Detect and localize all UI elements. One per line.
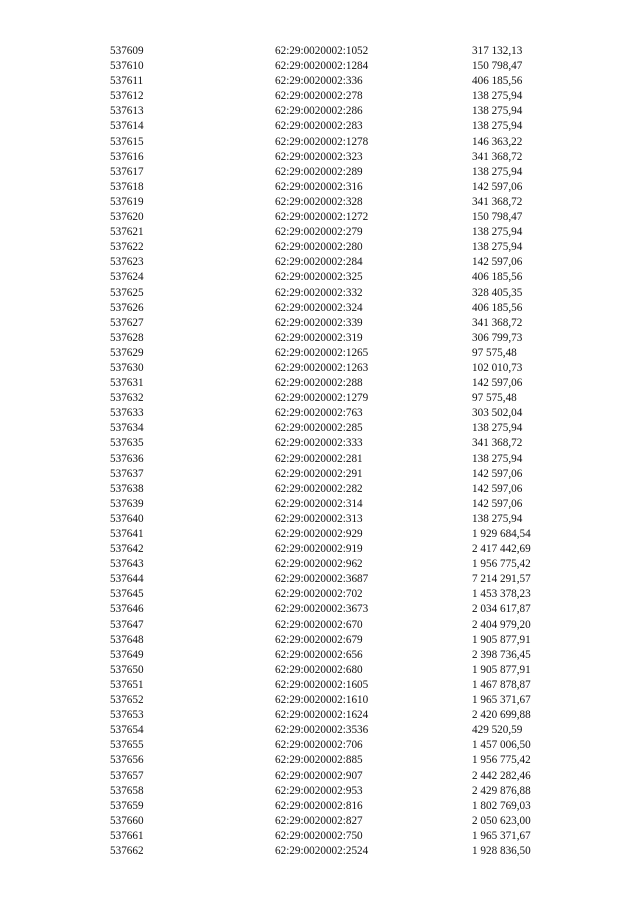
cadastral-value: 142 597,06	[472, 256, 523, 269]
cadastral-value: 138 275,94	[472, 512, 523, 525]
cadastral-value: 1 965 371,67	[472, 694, 531, 707]
table-row	[0, 165, 640, 180]
table-row	[0, 119, 640, 134]
cadastral-value: 2 034 617,87	[472, 603, 531, 616]
cadastral-number: 62:29:0020002:929	[275, 528, 363, 540]
record-number: 537650	[110, 663, 144, 676]
cadastral-number: 62:29:0020002:3536	[275, 724, 369, 737]
record-number: 537629	[110, 346, 144, 359]
record-number: 537630	[110, 361, 144, 374]
record-number: 537640	[110, 512, 144, 525]
cadastral-value: 1 965 371,67	[472, 829, 531, 842]
cadastral-value: 2 442 282,46	[472, 769, 531, 782]
record-number: 537660	[110, 814, 144, 827]
record-number: 537627	[110, 316, 144, 329]
cadastral-number: 62:29:0020002:827	[275, 814, 363, 827]
cadastral-value: 142 597,06	[472, 467, 523, 480]
cadastral-number: 62:29:0020002:1279	[275, 392, 369, 405]
cadastral-value: 146 363,22	[472, 135, 523, 148]
cadastral-number: 62:29:0020002:679	[275, 633, 363, 646]
table-row	[0, 44, 640, 59]
table-row	[0, 104, 640, 119]
table-row	[0, 361, 640, 376]
cadastral-number: 62:29:0020002:339	[275, 316, 363, 329]
record-number: 537609	[110, 45, 144, 57]
record-number: 537614	[110, 120, 144, 133]
table-row	[0, 769, 640, 784]
cadastral-number: 62:29:0020002:1052	[275, 45, 369, 57]
cadastral-value: 1 453 378,23	[472, 588, 531, 601]
cadastral-value: 341 368,72	[472, 150, 523, 163]
record-number: 537641	[110, 528, 144, 540]
cadastral-number: 62:29:0020002:1265	[275, 346, 369, 359]
cadastral-number: 62:29:0020002:1605	[275, 678, 369, 691]
cadastral-number: 62:29:0020002:953	[275, 784, 363, 797]
cadastral-number: 62:29:0020002:750	[275, 829, 363, 842]
record-number: 537644	[110, 573, 144, 586]
cadastral-value: 341 368,72	[472, 437, 523, 450]
cadastral-value: 1 905 877,91	[472, 663, 531, 676]
table-row	[0, 301, 640, 316]
cadastral-number: 62:29:0020002:332	[275, 286, 363, 299]
cadastral-value: 138 275,94	[472, 165, 523, 178]
cadastral-number: 62:29:0020002:283	[275, 120, 363, 133]
table-row	[0, 391, 640, 406]
table-row	[0, 436, 640, 451]
record-number: 537638	[110, 482, 144, 495]
cadastral-value: 2 404 979,20	[472, 618, 531, 631]
record-number: 537611	[110, 75, 144, 88]
record-number: 537635	[110, 437, 144, 450]
cadastral-value: 1 928 836,50	[472, 844, 531, 857]
record-number: 537618	[110, 180, 144, 193]
record-number: 537657	[110, 769, 144, 782]
cadastral-number: 62:29:0020002:763	[275, 407, 363, 420]
cadastral-value: 406 185,56	[472, 75, 523, 88]
table-row	[0, 180, 640, 195]
record-number: 537662	[110, 844, 144, 857]
table-row	[0, 406, 640, 421]
cadastral-value: 1 802 769,03	[472, 799, 531, 812]
record-number: 537634	[110, 422, 144, 435]
cadastral-number: 62:29:0020002:702	[275, 588, 363, 601]
cadastral-number: 62:29:0020002:291	[275, 467, 363, 480]
cadastral-value: 142 597,06	[472, 482, 523, 495]
cadastral-value: 341 368,72	[472, 316, 523, 329]
record-number: 537645	[110, 588, 144, 601]
table-row	[0, 723, 640, 738]
record-number: 537656	[110, 754, 144, 767]
cadastral-number: 62:29:0020002:656	[275, 648, 363, 661]
table-row	[0, 678, 640, 693]
cadastral-number: 62:29:0020002:1610	[275, 694, 369, 707]
table-row	[0, 376, 640, 391]
cadastral-value: 97 575,48	[472, 346, 517, 359]
cadastral-number: 62:29:0020002:313	[275, 512, 363, 525]
cadastral-number: 62:29:0020002:1278	[275, 135, 369, 148]
cadastral-number: 62:29:0020002:907	[275, 769, 363, 782]
cadastral-value: 406 185,56	[472, 301, 523, 314]
table-row	[0, 814, 640, 829]
record-number: 537623	[110, 256, 144, 269]
cadastral-value-table	[0, 44, 640, 859]
cadastral-value: 1 467 878,87	[472, 678, 531, 691]
table-row	[0, 602, 640, 617]
cadastral-number: 62:29:0020002:670	[275, 618, 363, 631]
cadastral-number: 62:29:0020002:919	[275, 543, 363, 556]
cadastral-value: 429 520,59	[472, 724, 523, 737]
table-row	[0, 648, 640, 663]
table-row	[0, 452, 640, 467]
cadastral-value: 150 798,47	[472, 211, 523, 224]
cadastral-number: 62:29:0020002:2524	[275, 844, 369, 857]
cadastral-value: 303 502,04	[472, 407, 523, 420]
cadastral-number: 62:29:0020002:333	[275, 437, 363, 450]
cadastral-number: 62:29:0020002:278	[275, 90, 363, 103]
cadastral-value: 138 275,94	[472, 105, 523, 118]
cadastral-value: 2 429 876,88	[472, 784, 531, 797]
record-number: 537655	[110, 739, 144, 752]
record-number: 537637	[110, 467, 144, 480]
cadastral-number: 62:29:0020002:328	[275, 195, 363, 208]
table-row	[0, 89, 640, 104]
cadastral-number: 62:29:0020002:289	[275, 165, 363, 178]
cadastral-value: 142 597,06	[472, 180, 523, 193]
cadastral-value: 138 275,94	[472, 226, 523, 239]
cadastral-number: 62:29:0020002:282	[275, 482, 363, 495]
record-number: 537615	[110, 135, 144, 148]
cadastral-number: 62:29:0020002:336	[275, 75, 363, 88]
table-row	[0, 210, 640, 225]
record-number: 537616	[110, 150, 144, 163]
table-row	[0, 331, 640, 346]
table-row	[0, 663, 640, 678]
record-number: 537653	[110, 709, 144, 722]
table-row	[0, 708, 640, 723]
table-row	[0, 633, 640, 648]
table-row	[0, 346, 640, 361]
table-row	[0, 497, 640, 512]
cadastral-value: 2 420 699,88	[472, 709, 531, 722]
record-number: 537625	[110, 286, 144, 299]
cadastral-number: 62:29:0020002:706	[275, 739, 363, 752]
record-number: 537620	[110, 211, 144, 224]
cadastral-number: 62:29:0020002:286	[275, 105, 363, 118]
cadastral-number: 62:29:0020002:816	[275, 799, 363, 812]
cadastral-number: 62:29:0020002:1263	[275, 361, 369, 374]
record-number: 537613	[110, 105, 144, 118]
cadastral-value: 138 275,94	[472, 452, 523, 465]
cadastral-number: 62:29:0020002:281	[275, 452, 363, 465]
record-number: 537636	[110, 452, 144, 465]
cadastral-value: 138 275,94	[472, 90, 523, 103]
cadastral-value: 138 275,94	[472, 241, 523, 254]
record-number: 537612	[110, 90, 144, 103]
record-number: 537628	[110, 331, 144, 344]
record-number: 537659	[110, 799, 144, 812]
table-row	[0, 225, 640, 240]
record-number: 537651	[110, 678, 144, 691]
cadastral-number: 62:29:0020002:279	[275, 226, 363, 239]
table-row	[0, 693, 640, 708]
table-row	[0, 74, 640, 89]
cadastral-number: 62:29:0020002:1624	[275, 709, 369, 722]
record-number: 537639	[110, 497, 144, 510]
table-row	[0, 784, 640, 799]
cadastral-value: 1 929 684,54	[472, 528, 531, 540]
cadastral-number: 62:29:0020002:3673	[275, 603, 369, 616]
record-number: 537626	[110, 301, 144, 314]
table-row	[0, 829, 640, 844]
cadastral-number: 62:29:0020002:316	[275, 180, 363, 193]
cadastral-number: 62:29:0020002:280	[275, 241, 363, 254]
table-row	[0, 799, 640, 814]
record-number: 537624	[110, 271, 144, 284]
cadastral-value: 1 905 877,91	[472, 633, 531, 646]
cadastral-value: 142 597,06	[472, 377, 523, 390]
table-row	[0, 557, 640, 572]
cadastral-value: 7 214 291,57	[472, 573, 531, 586]
record-number: 537632	[110, 392, 144, 405]
cadastral-value: 1 956 775,42	[472, 754, 531, 767]
cadastral-value: 97 575,48	[472, 392, 517, 405]
table-row	[0, 467, 640, 482]
table-row	[0, 844, 640, 859]
cadastral-number: 62:29:0020002:325	[275, 271, 363, 284]
record-number: 537646	[110, 603, 144, 616]
cadastral-value: 317 132,13	[472, 45, 523, 57]
table-row	[0, 738, 640, 753]
cadastral-number: 62:29:0020002:285	[275, 422, 363, 435]
record-number: 537642	[110, 543, 144, 556]
record-number: 537654	[110, 724, 144, 737]
table-row	[0, 753, 640, 768]
cadastral-value: 406 185,56	[472, 271, 523, 284]
record-number: 537631	[110, 377, 144, 390]
cadastral-value: 142 597,06	[472, 497, 523, 510]
record-number: 537661	[110, 829, 144, 842]
record-number: 537617	[110, 165, 144, 178]
cadastral-number: 62:29:0020002:288	[275, 377, 363, 390]
table-row	[0, 421, 640, 436]
table-row	[0, 618, 640, 633]
table-row	[0, 270, 640, 285]
table-row	[0, 482, 640, 497]
table-row	[0, 316, 640, 331]
record-number: 537610	[110, 60, 144, 73]
table-row	[0, 572, 640, 587]
record-number: 537643	[110, 558, 144, 571]
cadastral-value: 1 956 775,42	[472, 558, 531, 571]
record-number: 537619	[110, 195, 144, 208]
cadastral-value: 341 368,72	[472, 195, 523, 208]
cadastral-value: 150 798,47	[472, 60, 523, 73]
cadastral-number: 62:29:0020002:3687	[275, 573, 369, 586]
table-row	[0, 135, 640, 150]
cadastral-value: 138 275,94	[472, 120, 523, 133]
table-row	[0, 587, 640, 602]
table-row	[0, 512, 640, 527]
cadastral-number: 62:29:0020002:1272	[275, 211, 369, 224]
cadastral-number: 62:29:0020002:284	[275, 256, 363, 269]
cadastral-value: 306 799,73	[472, 331, 523, 344]
record-number: 537658	[110, 784, 144, 797]
table-row	[0, 150, 640, 165]
table-row	[0, 527, 640, 542]
record-number: 537648	[110, 633, 144, 646]
table-row	[0, 255, 640, 270]
cadastral-value: 2 417 442,69	[472, 543, 531, 556]
cadastral-value: 138 275,94	[472, 422, 523, 435]
cadastral-value: 1 457 006,50	[472, 739, 531, 752]
cadastral-value: 2 398 736,45	[472, 648, 531, 661]
record-number: 537621	[110, 226, 144, 239]
cadastral-number: 62:29:0020002:680	[275, 663, 363, 676]
record-number: 537652	[110, 694, 144, 707]
cadastral-number: 62:29:0020002:314	[275, 497, 363, 510]
table-row	[0, 542, 640, 557]
record-number: 537622	[110, 241, 144, 254]
record-number: 537633	[110, 407, 144, 420]
cadastral-number: 62:29:0020002:962	[275, 558, 363, 571]
cadastral-number: 62:29:0020002:319	[275, 331, 363, 344]
table-row	[0, 59, 640, 74]
table-row	[0, 195, 640, 210]
cadastral-number: 62:29:0020002:323	[275, 150, 363, 163]
cadastral-value: 328 405,35	[472, 286, 523, 299]
record-number: 537647	[110, 618, 144, 631]
cadastral-number: 62:29:0020002:885	[275, 754, 363, 767]
cadastral-number: 62:29:0020002:324	[275, 301, 363, 314]
cadastral-number: 62:29:0020002:1284	[275, 60, 369, 73]
cadastral-value: 102 010,73	[472, 361, 523, 374]
table-row	[0, 286, 640, 301]
table-row	[0, 240, 640, 255]
record-number: 537649	[110, 648, 144, 661]
cadastral-value: 2 050 623,00	[472, 814, 531, 827]
